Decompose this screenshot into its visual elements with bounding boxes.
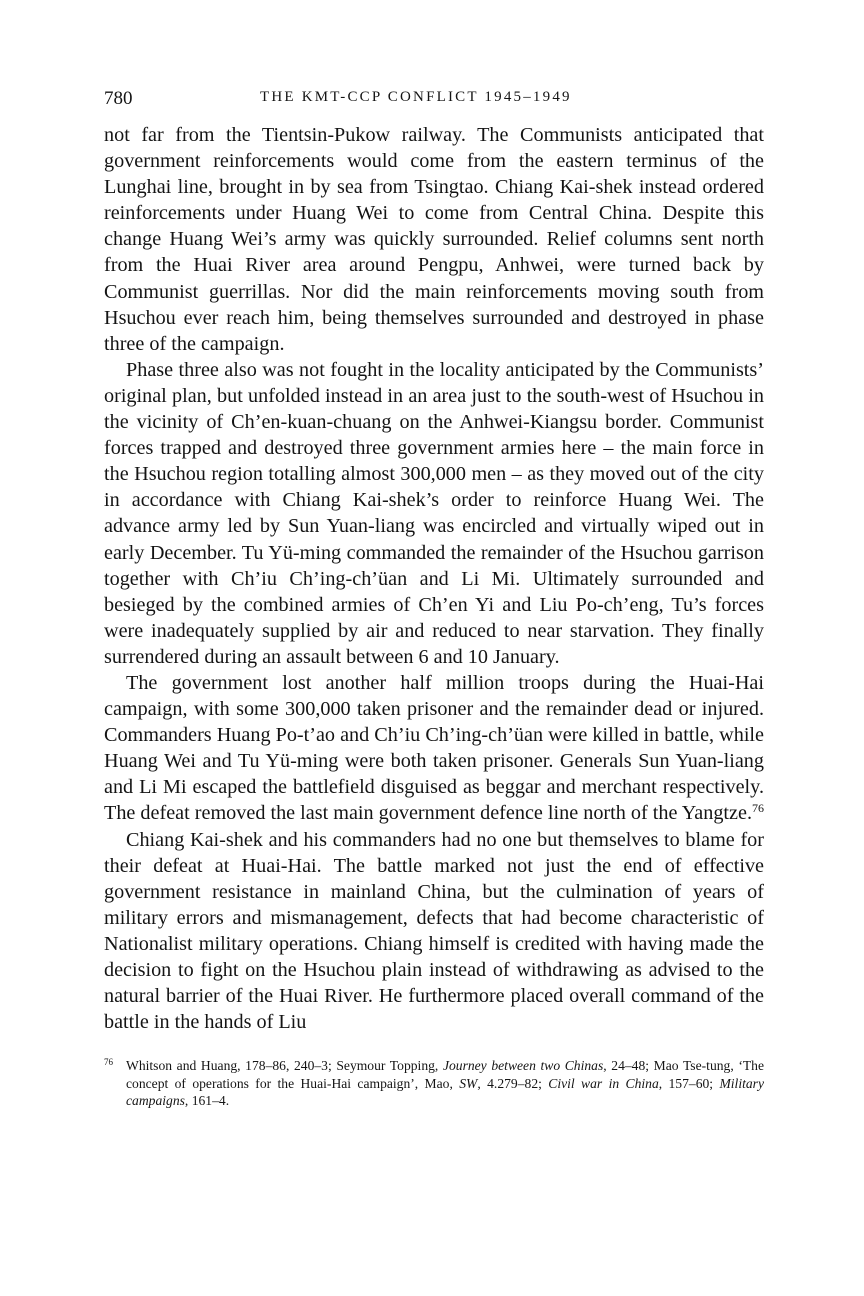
body-text	[104, 122, 764, 1035]
book-page	[104, 88, 764, 1110]
footnote-text-3: , 4.279–82;	[477, 1075, 549, 1091]
running-head	[104, 88, 764, 114]
footnote-title-1: Journey between two Chinas	[442, 1058, 604, 1074]
footnote-text-1: Whitson and Huang, 178–86, 240–3; Seymour Topping,	[126, 1058, 443, 1074]
running-title: THE KMT-CCP CONFLICT 1945–1949	[260, 89, 572, 105]
paragraph-1: not far from the Tientsin-Pukow railway. The Communists anticipated that government reinforcements would come from the eastern terminus of the Lunghai line, brought in by sea from Tsingtao. Chiang Kai-shek instead ordered reinforcements under Huang Wei to come from Central China. Despite this change Huang Wei’s army was quickly surrounded. Relief columns sent north from the Huai River area around Pengpu, Anhwei, were turned back by Communist guerrillas. Nor did the main reinforcements moving south from Hsuchou ever reach him, being themselves surrounded and destroyed in phase three of the campaign.	[104, 124, 764, 355]
paragraph-3-text: The government lost another half million troops during the Huai-Hai campaign, with some 300,000 taken prisoner and the remainder dead or injured. Commanders Huang Po-t’ao and Ch’iu Ch’ing-ch’üan were killed in battle, while Huang Wei and Tu Yü-ming were both taken prisoner. Generals Sun Yuan-liang and Li Mi escaped the battlefield disguised as beggar and merchant respectively. The defeat removed the last main government defence line north of the Yangtze.	[104, 671, 764, 825]
footnote-text-5: , 161–4.	[184, 1093, 230, 1109]
paragraph-4: Chiang Kai-shek and his commanders had no one but themselves to blame for their defeat at Huai-Hai. The battle marked not just the end of effective government resistance in mainland China, but the culmination of years of military errors and mismanagement, defects that had become characteristic of Nationalist military operations. Chiang himself is credited with having made the decision to fight on the Hsuchou plain instead of withdrawing as advised to the natural barrier of the Huai River. He furthermore placed overall command of the battle in the hands of Liu	[104, 828, 764, 1034]
footnote-text-4: , 157–60;	[658, 1075, 720, 1091]
paragraph-2: Phase three also was not fought in the locality anticipated by the Communists’ original plan, but unfolded instead in an area just to the south-west of Hsuchou in the vicinity of Ch’en-kuan-chuang on the Anhwei-Kiangsu border. Communist forces trapped and destroyed three government armies here – the main force in the Hsuchou region totalling almost 300,000 men – as they moved out of the city in accordance with Chiang Kai-shek’s order to reinforce Huang Wei. The advance army led by Sun Yuan-liang was encircled and virtually wiped out in early December. Tu Yü-ming commanded the remainder of the Hsuchou garrison together with Ch’iu Ch’ing-ch’üan and Li Mi. Ultimately surrounded and besieged by the combined armies of Ch’en Yi and Liu Po-ch’eng, Tu’s forces were inadequately supplied by air and reduced to near starvation. They finally surrendered during an assault between 6 and 10 January.	[104, 358, 764, 668]
footnote-title-4: Military campaigns	[126, 1075, 764, 1109]
footnote-title-3: Civil war in China	[548, 1075, 659, 1091]
footnote-title-2: SW	[459, 1075, 478, 1091]
paragraph-3	[104, 670, 764, 827]
footnote-reference[interactable]: 76	[752, 801, 765, 816]
footnote-text-2: , 24–48; Mao Tse-tung, ‘The concept of operations for the Huai-Hai campaign’, Mao,	[126, 1058, 765, 1091]
footnote: $^{76}$ Whitson and Huang, 178–86, 240–3; Seymour Topping, Journey between two Chinas, 24–48; Mao Tse-tung, ‘The concept of operations for the Huai-Hai campaign’, Mao, SW, 4.279–82; Civil war in China, 157–60; Military campaigns, 161–4.	[104, 1057, 765, 1109]
page-number: 780	[104, 88, 133, 109]
